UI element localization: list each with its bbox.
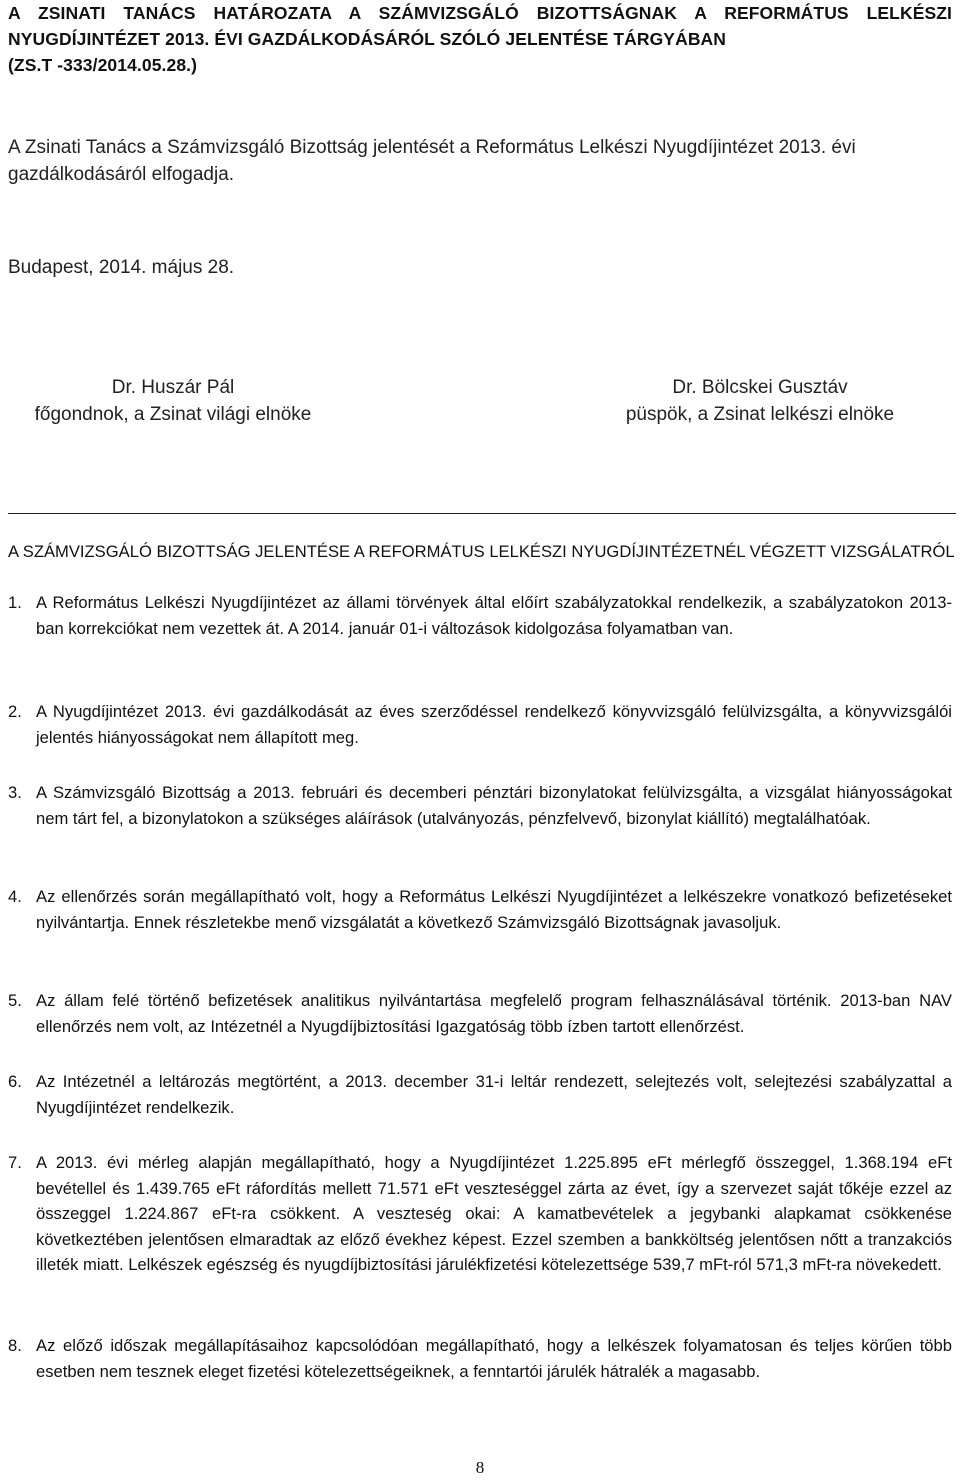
page-number: 8 [475,1458,485,1477]
signatory-name: Dr. Huszár Pál [111,377,235,398]
report-item [8,988,952,1039]
item-number: 5. [8,991,22,1010]
item-number: 8. [8,1336,22,1355]
report-item [8,699,952,750]
signatory-title: főgondnok, a Zsinat világi elnöke [34,404,312,425]
item-text: A Számvizsgáló Bizottság a 2013. februári és decemberi pénztári bizonylatokat felülvizsgálta, a vizsgálat hiányosságokat nem tárt fel, a bizonylatokon a szükséges aláírások (utalványozás, pénzfelvevő, bizonylat kiállító) megtalálhatóak. [36,783,952,828]
item-text: A 2013. évi mérleg alapján megállapítható, hogy a Nyugdíjintézet 1.225.895 eFt mérlegfő összeggel, 1.368.194 eFt bevétellel és 1.439.765 eFt ráfordítás mellett 71.571 eFt veszteséggel zárta az évet, így a szervezet saját tőkéje ezzel az összeggel 1.224.867 eFt-ra csökkent. A veszteség okai: A kamatbevételek a jegybanki alapkamat csökkenése következtében jelentősen elmaradtak az előző évekhez képest. Ezzel szemben a bankköltség jelentősen nőtt a tranzakciós illeték miatt. Lelkészek egészség és nyugdíjbiztosítási járulékfizetési kötelezettsége 539,7 mFt-ról 571,3 mFt-ra növekedett. [36,1153,952,1274]
item-text: A Nyugdíjintézet 2013. évi gazdálkodását az éves szerződéssel rendelkező könyvvizsgáló felülvizsgálta, a könyvvizsgálói jelentés hiányosságokat nem állapított meg. [36,702,952,747]
item-number: 4. [8,887,22,906]
report-item [8,1069,952,1120]
item-text: Az előző időszak megállapításaihoz kapcsolódóan megállapítható, hogy a lelkészek folyamatosan és teljes körűen több esetben nem tesznek eleget fizetési kötelezettségeiknek, a fenntartói járulék hátralék a magasabb. [36,1336,952,1381]
resolution-header [8,0,952,78]
item-number: 3. [8,783,22,802]
item-number: 1. [8,593,22,612]
place-date: Budapest, 2014. május 28. [8,257,235,278]
signatory-name: Dr. Bölcskei Gusztáv [672,377,848,398]
signatory-title: püspök, a Zsinat lelkészi elnöke [625,404,895,425]
header-title: A ZSINATI TANÁCS HATÁROZATA A SZÁMVIZSGÁLÓ BIZOTTSÁGNAK A REFORMÁTUS LELKÉSZI NYUGDÍJINTÉZET 2013. ÉVI GAZDÁLKODÁSÁRÓL SZÓLÓ JELENTÉSE TÁRGYÁBAN [8,3,952,49]
item-number: 7. [8,1153,22,1172]
section-divider [8,513,956,514]
signature-block-left [8,374,338,428]
report-title: A SZÁMVIZSGÁLÓ BIZOTTSÁG JELENTÉSE A REFORMÁTUS LELKÉSZI NYUGDÍJINTÉZETNÉL VÉGZETT VIZSGÁLATRÓL [8,542,955,561]
signature-block-right [600,374,920,428]
header-reference: (ZS.T -333/2014.05.28.) [8,55,198,75]
item-number: 2. [8,702,22,721]
report-item [8,1150,952,1278]
item-text: Az ellenőrzés során megállapítható volt, hogy a Református Lelkészi Nyugdíjintézet a lelkészekre vonatkozó befizetéseket nyilvántartja. Ennek részletekbe menő vizsgálatát a következő Számvizsgáló Bizottságnak javasoljuk. [36,887,952,932]
report-item [8,1333,952,1384]
intro-paragraph: A Zsinati Tanács a Számvizsgáló Bizottság jelentését a Református Lelkészi Nyugdíjintézet 2013. évi gazdálkodásáról elfogadja. [8,137,856,185]
item-text: Az állam felé történő befizetések analitikus nyilvántartása megfelelő program felhasználásával történik. 2013-ban NAV ellenőrzés nem volt, az Intézetnél a Nyugdíjbiztosítási Igazgatóság több ízben tartott ellenőrzést. [36,991,952,1036]
item-text: A Református Lelkészi Nyugdíjintézet az állami törvények által előírt szabályzatokkal rendelkezik, a szabályzatokon 2013-ban korrekciókat nem vezettek át. A 2014. január 01-i változások kidolgozása folyamatban van. [36,593,952,638]
item-text: Az Intézetnél a leltározás megtörtént, a 2013. december 31-i leltár rendezett, selejtezés volt, selejtezési szabályzattal a Nyugdíjintézet rendelkezik. [36,1072,952,1117]
report-item [8,884,952,935]
report-item [8,780,952,831]
report-item [8,590,952,641]
item-number: 6. [8,1072,22,1091]
